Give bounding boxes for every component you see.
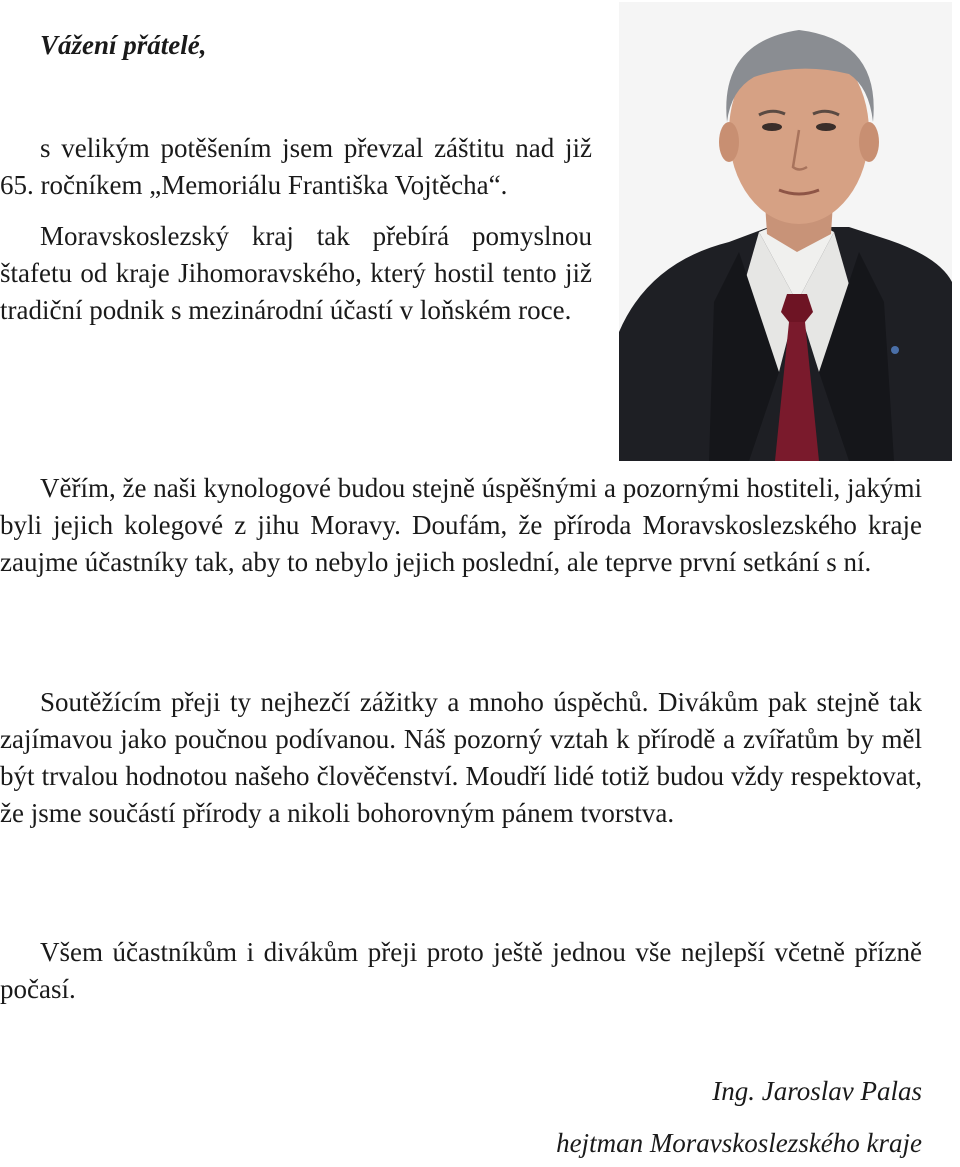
paragraph-3: Věřím, že naši kynologové budou stejně úspěšnými a pozornými hostiteli, jakými byli jejich kolegové z jihu Moravy. Doufám, že příroda Moravskoslezského kraje zaujme účastníky tak, aby to nebylo jejich poslední, ale teprve první setkání s ní.	[0, 473, 922, 577]
intro-column	[0, 130, 592, 343]
paragraph-5: Všem účastníkům i divákům přeji proto ještě jednou vše nejlepší včetně přízně počasí.	[0, 937, 922, 1004]
portrait-illustration	[619, 2, 952, 461]
greeting-heading: Vážení přátelé,	[40, 30, 207, 60]
signature-title: hejtman Moravskoslezského kraje	[556, 1128, 922, 1158]
paragraph-1: s velikým potěšením jsem převzal záštitu nad již 65. ročníkem „Memoriálu Františka Vojtěcha“.	[0, 133, 592, 200]
paragraph-4: Soutěžícím přeji ty nejhezčí zážitky a mnoho úspěchů. Divákům pak stejně tak zajímavou jako poučnou podívanou. Náš pozorný vztah k přírodě a zvířatům by měl být trvalou hodnotou našeho člověčenství. Moudří lidé totiž budou vždy respektovat, že jsme součástí přírody a nikoli bohorovným pánem tvorstva.	[0, 687, 922, 828]
paragraph-2: Moravskoslezský kraj tak přebírá pomyslnou štafetu od kraje Jihomoravského, který hostil tento již tradiční podnik s mezinárodní účastí v loňském roce.	[0, 221, 592, 325]
portrait-photo	[619, 2, 952, 461]
signature-name: Ing. Jaroslav Palas	[712, 1076, 922, 1106]
